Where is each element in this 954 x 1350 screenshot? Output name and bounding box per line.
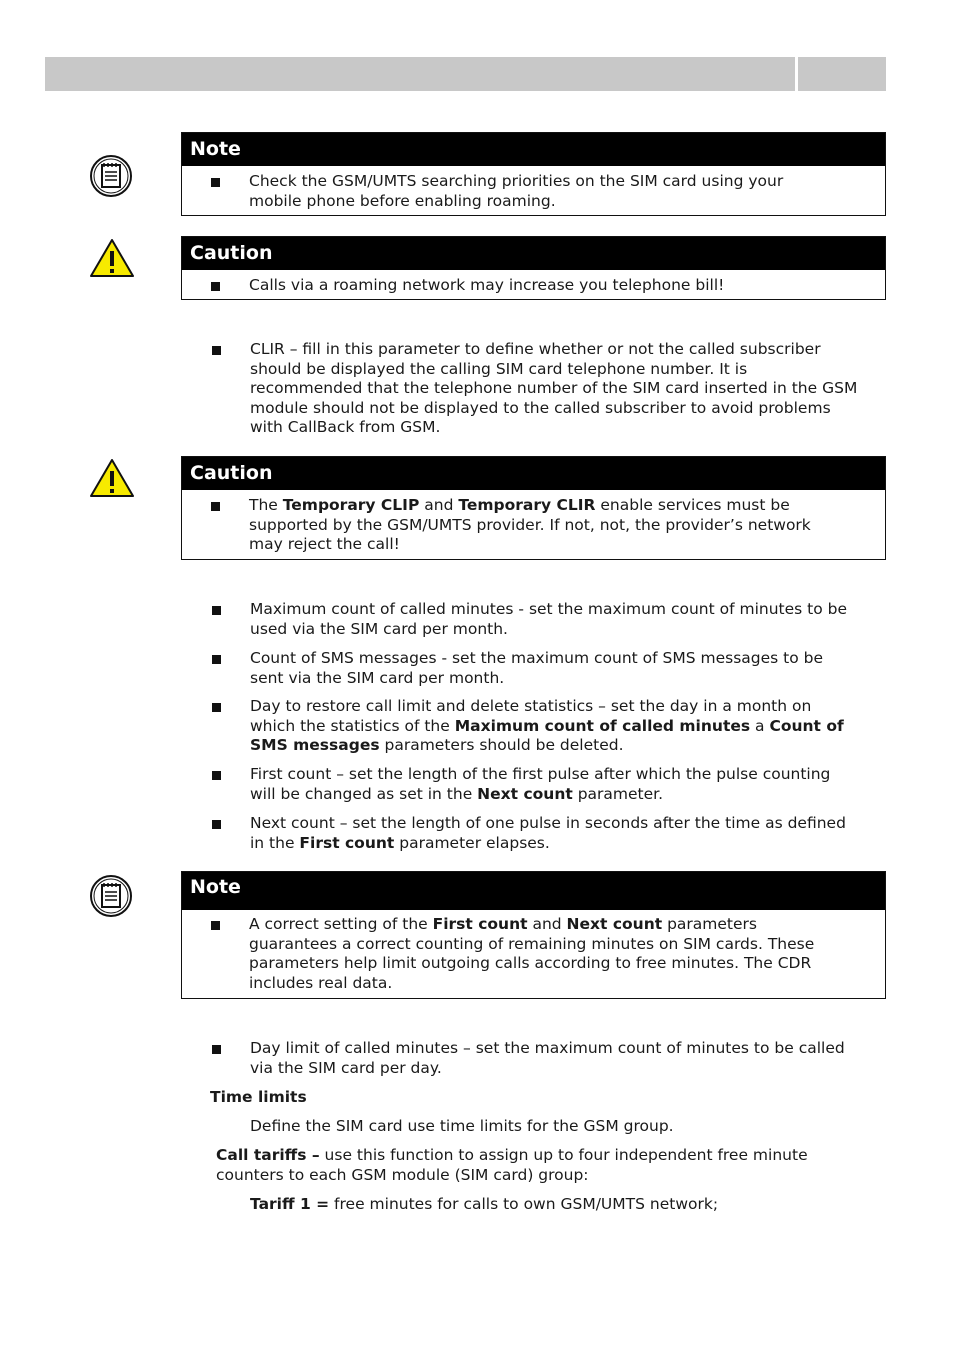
note-box [181, 132, 886, 216]
time-limits-heading: Time limits [210, 1088, 307, 1106]
list-item-first-count: First count – set the length of the first pulse after which the pulse counting will be changed as set in the Next count parameter. [250, 765, 882, 804]
bullet-square-icon [212, 820, 221, 829]
bullet-square-icon [212, 346, 221, 355]
page-header-bar [45, 57, 795, 91]
bullet-square-icon [212, 703, 221, 712]
list-item: The Temporary CLIP and Temporary CLIR enable services must be supported by the GSM/UMTS provider. If not, not, the provider’s network may reject the call! [249, 496, 881, 555]
caution-title: Caution [182, 237, 885, 270]
time-limits-text: Define the SIM card use time limits for the GSM group. [250, 1117, 674, 1135]
bullet-square-icon [211, 921, 220, 930]
list-item-max-minutes: Maximum count of called minutes - set the maximum count of minutes to be used via the SIM card per month. [250, 600, 882, 639]
page-number-box [798, 57, 886, 91]
list-item-day-limit: Day limit of called minutes – set the maximum count of minutes to be called via the SIM card per day. [250, 1039, 882, 1078]
notepad-icon [89, 874, 133, 924]
list-item: A correct setting of the First count and Next count parameters guarantees a correct counting of remaining minutes on SIM cards. These parameters help limit outgoing calls according to free minutes. The CDR includes real data. [249, 915, 881, 993]
list-item-day-restore: Day to restore call limit and delete statistics – set the day in a month on which the statistics of the Maximum count of called minutes a Count of SMS messages parameters should be deleted. [250, 697, 882, 756]
bullet-square-icon [212, 655, 221, 664]
bullet-square-icon [211, 502, 220, 511]
bullet-square-icon [212, 771, 221, 780]
list-item-next-count: Next count – set the length of one pulse in seconds after the time as defined in the First count parameter elapses. [250, 814, 882, 853]
caution-box [181, 236, 886, 300]
tariff-1-line: Tariff 1 = free minutes for calls to own GSM/UMTS network; [250, 1195, 719, 1213]
list-item-sms-count: Count of SMS messages - set the maximum count of SMS messages to be sent via the SIM card per month. [250, 649, 882, 688]
note-title: Note [182, 872, 885, 910]
note-box [181, 871, 886, 999]
notepad-icon [89, 154, 133, 204]
bullet-square-icon [211, 282, 220, 291]
caution-title: Caution [182, 457, 885, 490]
list-item-clir: CLIR – fill in this parameter to define whether or not the called subscriber should be displayed the calling SIM card telephone number. It is recommended that the telephone number of the SIM card inserted in the GSM module should not be displayed to the called subscriber to avoid problems with CallBack from GSM. [250, 340, 882, 438]
caution-box [181, 456, 886, 560]
note-title: Note [182, 133, 885, 166]
call-tariffs-paragraph: Call tariffs – use this function to assign up to four independent free minute counters to each GSM module (SIM card) group: [216, 1146, 808, 1184]
list-item: Check the GSM/UMTS searching priorities on the SIM card using your mobile phone before enabling roaming. [249, 172, 881, 211]
bullet-square-icon [212, 1045, 221, 1054]
bullet-square-icon [212, 606, 221, 615]
warning-icon [89, 238, 135, 284]
bullet-square-icon [211, 178, 220, 187]
warning-icon [89, 458, 135, 504]
list-item: Calls via a roaming network may increase you telephone bill! [249, 276, 881, 296]
